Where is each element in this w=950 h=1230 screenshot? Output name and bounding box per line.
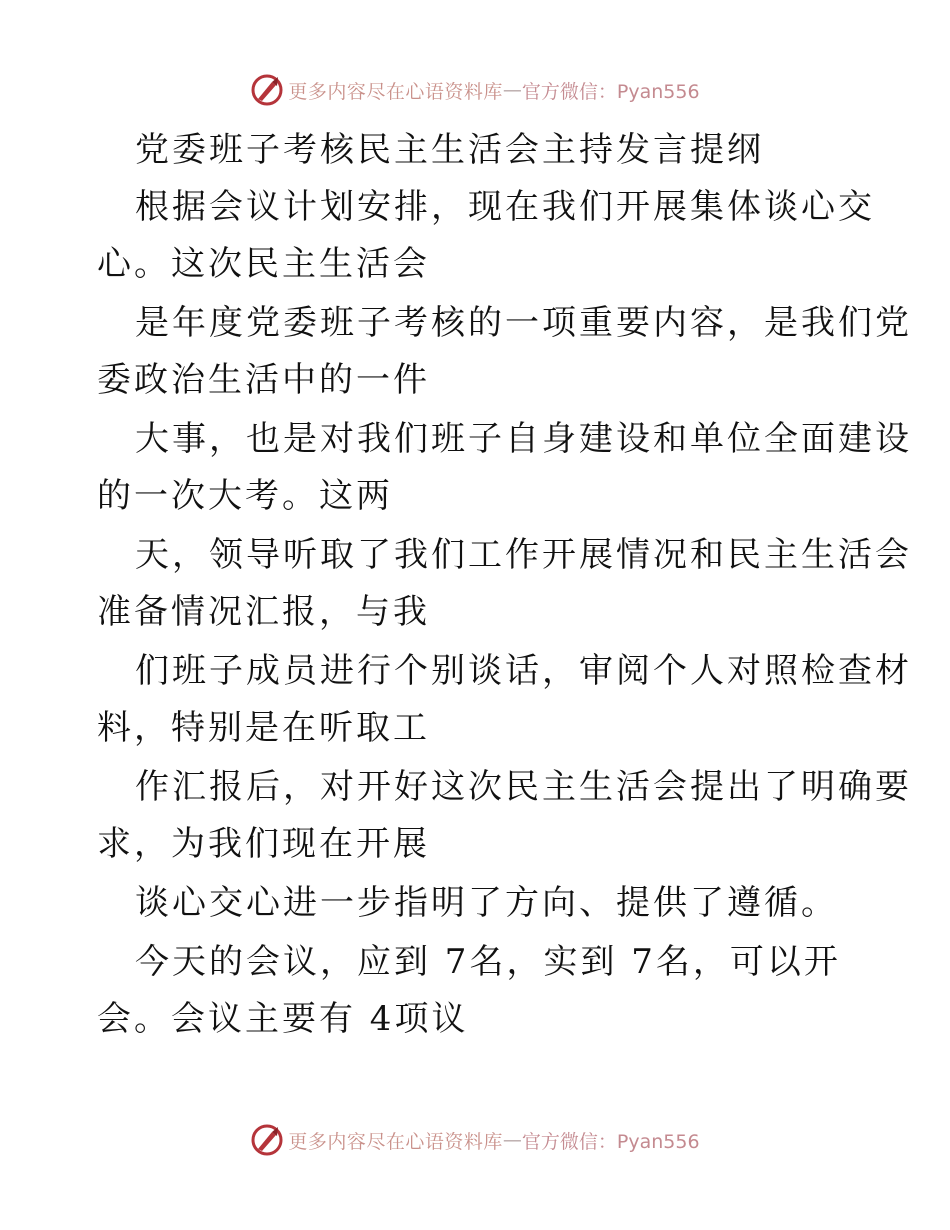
paragraph-line: 会。会议主要有 4项议: [97, 999, 469, 1039]
header-banner: [0, 70, 950, 110]
banner-site-text: 更多内容尽在心语资料库: [288, 80, 503, 103]
paragraph-line: 谈心交心进一步指明了方向、提供了遵循。: [135, 883, 838, 923]
feather-pen-logo-icon: [250, 1123, 284, 1157]
paragraph-line: 大事，也是对我们班子自身建设和单位全面建设: [135, 419, 912, 459]
banner-contact-text: 官方微信：Pyan556: [521, 1130, 700, 1153]
footer-banner: [0, 1120, 950, 1160]
paragraph-line: 是年度党委班子考核的一项重要内容，是我们党: [135, 303, 912, 343]
banner-separator: —: [502, 1129, 522, 1151]
paragraph-line: 求，为我们现在开展: [97, 824, 430, 864]
banner-contact-text: 官方微信：Pyan556: [521, 80, 700, 103]
paragraph-line: 根据会议计划安排，现在我们开展集体谈心交: [135, 187, 875, 227]
paragraph-line: 心。这次民主生活会: [97, 244, 430, 284]
paragraph-line: 准备情况汇报，与我: [97, 592, 430, 632]
paragraph-line: 天，领导听取了我们工作开展情况和民主生活会: [135, 535, 912, 575]
paragraph-line: 委政治生活中的一件: [97, 360, 430, 400]
paragraph-line: 们班子成员进行个别谈话，审阅个人对照检查材: [135, 651, 912, 691]
document-title: 党委班子考核民主生活会主持发言提纲: [135, 130, 764, 170]
paragraph-line: 今天的会议，应到 7名，实到 7名，可以开: [135, 942, 841, 982]
paragraph-line: 的一次大考。这两: [97, 476, 393, 516]
banner-separator: —: [502, 79, 522, 101]
paragraph-line: 作汇报后，对开好这次民主生活会提出了明确要: [135, 767, 912, 807]
banner-site-text: 更多内容尽在心语资料库: [288, 1130, 503, 1153]
paragraph-line: 料，特别是在听取工: [97, 708, 430, 748]
feather-pen-logo-icon: [250, 73, 284, 107]
